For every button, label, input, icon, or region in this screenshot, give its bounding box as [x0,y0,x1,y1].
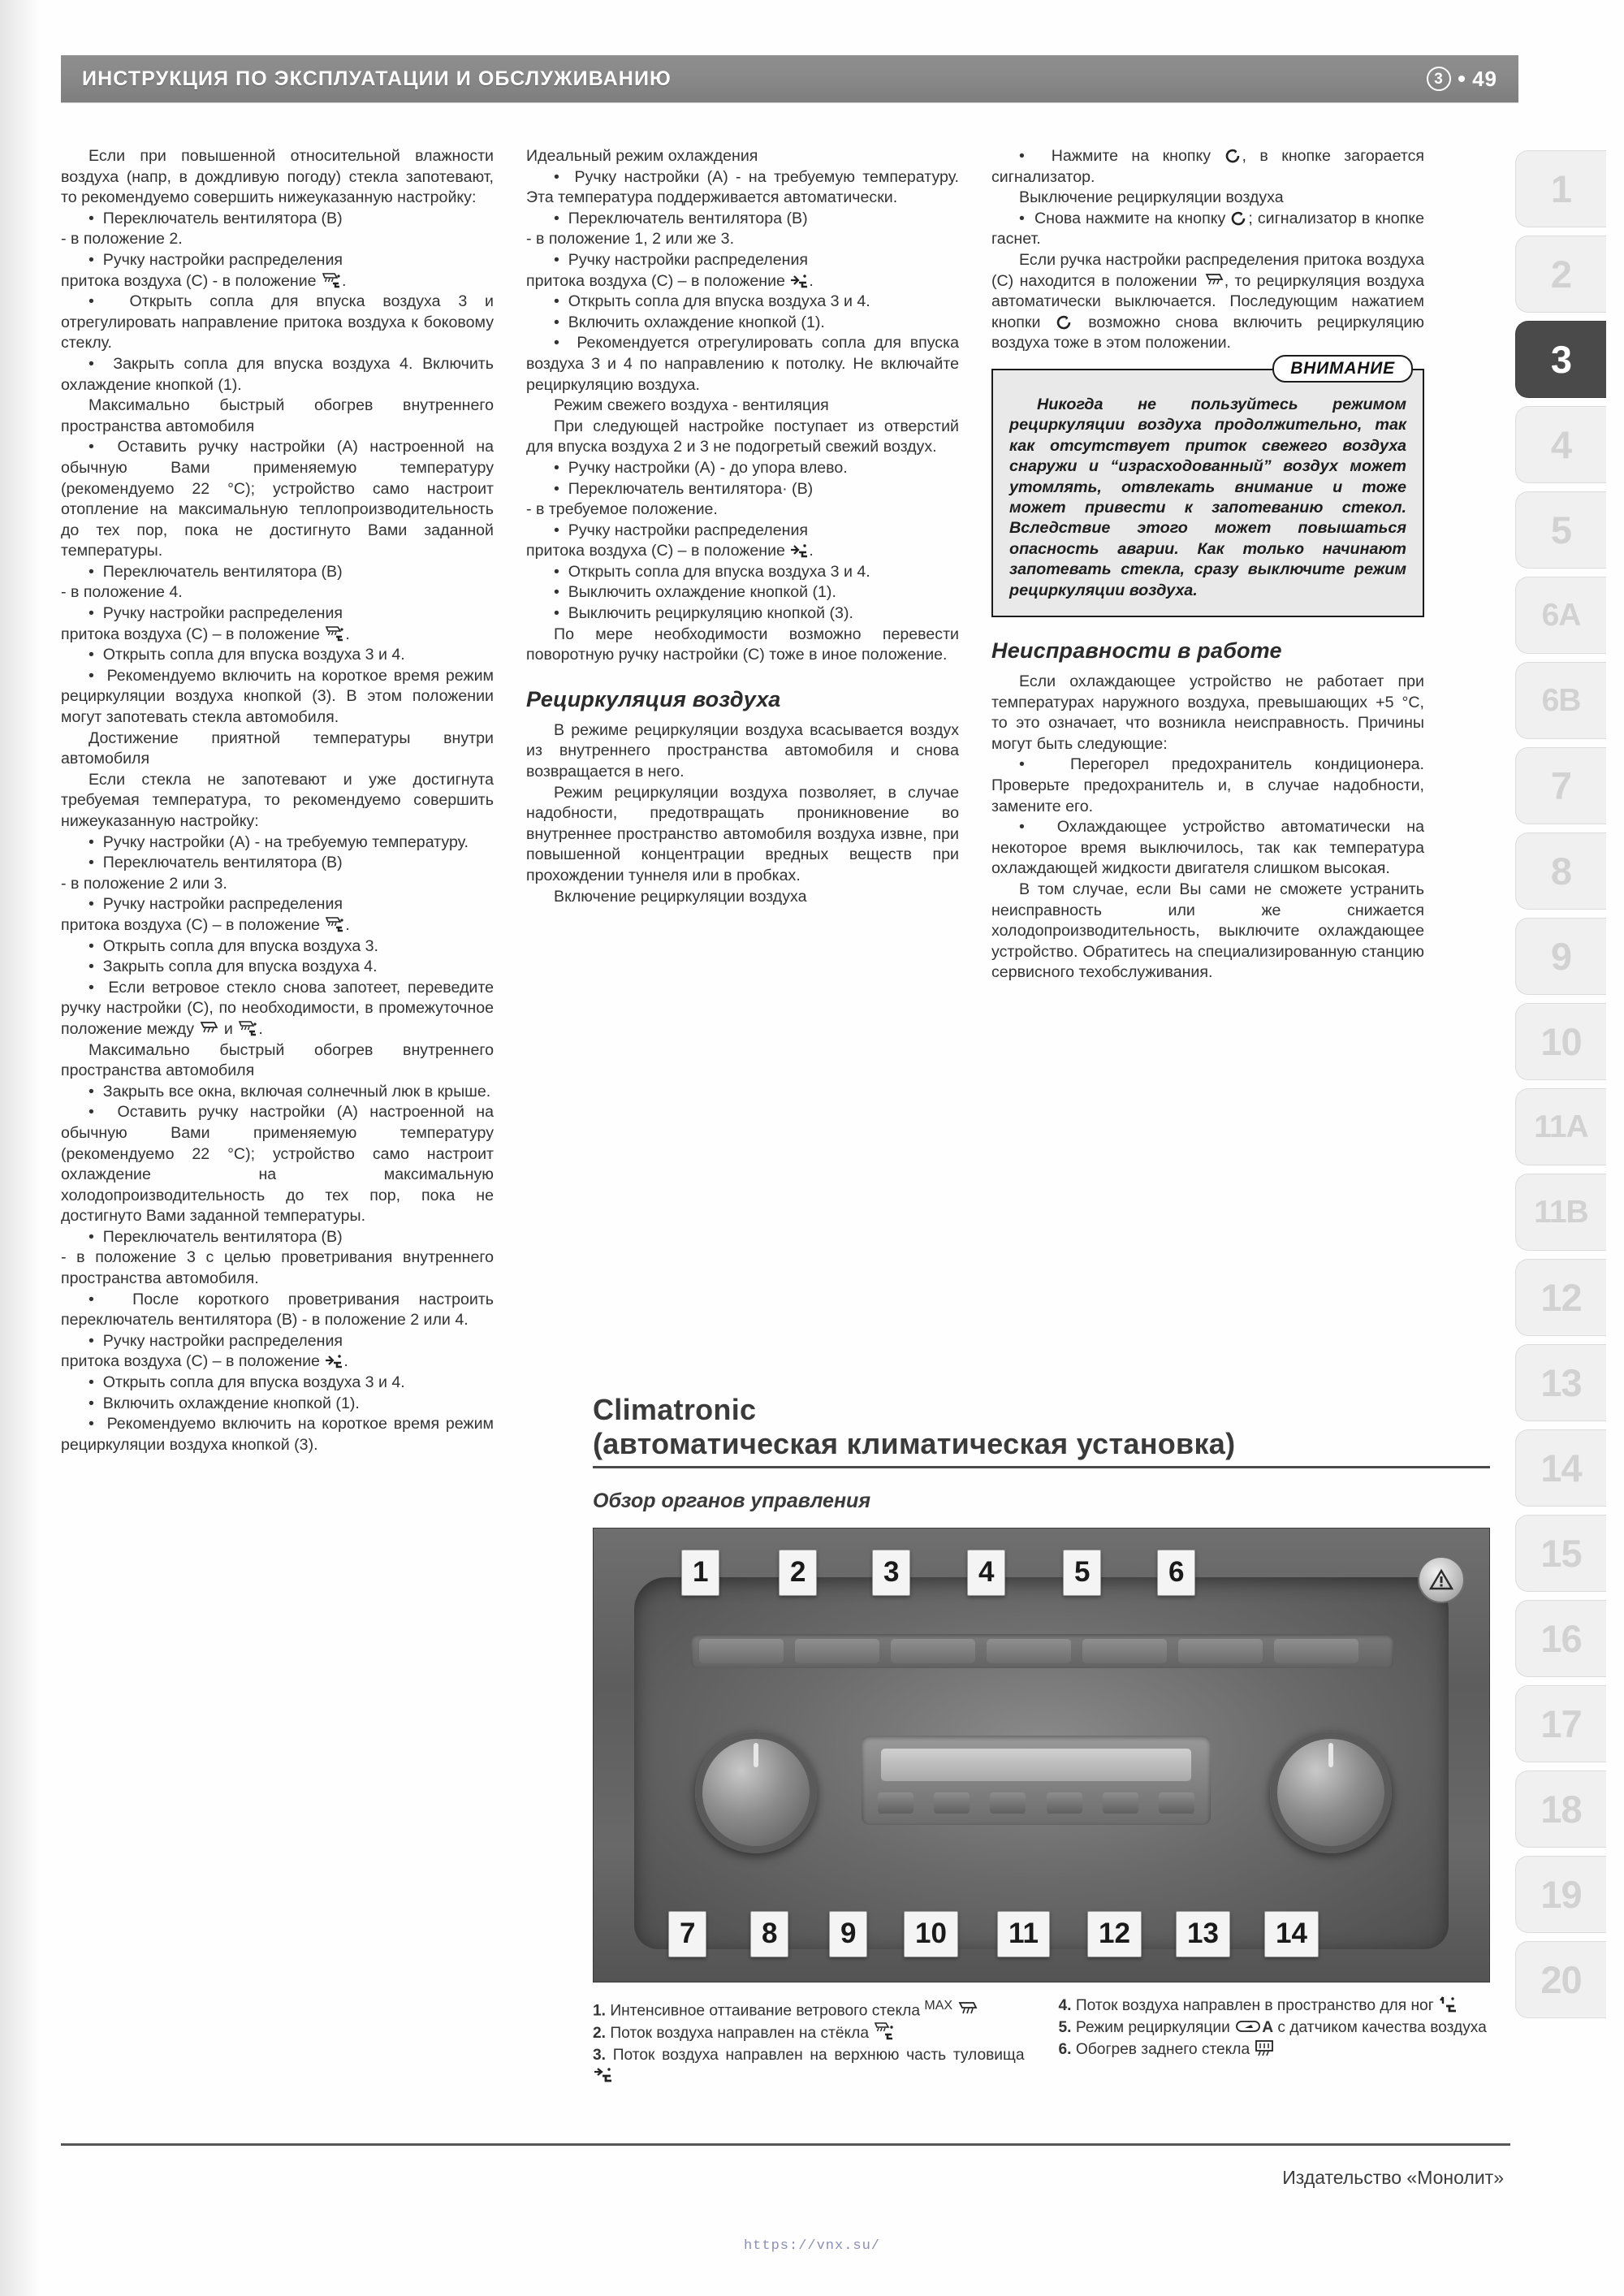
bullet [526,562,959,583]
bullet-text: Открыть сопла для впуска воздуха 3 и 4. [568,562,870,581]
chapter-tab-11a[interactable]: 11A [1515,1088,1606,1165]
caption-text: Поток воздуха направлен в пространство для ног [1075,1997,1434,2014]
defrost-body-icon [237,1020,258,1036]
chapter-tab-19[interactable]: 19 [1515,1856,1606,1933]
bullet [61,853,494,874]
paragraph-text: притока воздуха (C) – в положение [61,625,320,643]
paragraph: Режим рециркуляции воздуха позволяет, в случае надобности, предотвращать проникновение во внутреннее пространство автомобиля воздуха извне, при повышенной концентрации вредных веществ при прохождении туннеля или в пробках. [526,783,959,884]
chapter-tab-6b[interactable]: 6B [1515,662,1606,739]
bullet-text: Открыть сопла для впуска воздуха 3 и 4. [102,646,405,664]
bullet-text: Ручку настройки распределения [568,250,808,269]
column-2 [526,146,959,1455]
bullet-text: Открыть сопла для впуска воздуха 3 и 4. [568,292,870,311]
chapter-tab-13[interactable]: 13 [1515,1344,1606,1421]
callout-4: 4 [967,1550,1005,1596]
caption-number: 6. [1058,2041,1072,2058]
callout-2: 2 [779,1550,817,1596]
chapter-tab-2[interactable]: 2 [1515,236,1606,313]
body-flow-icon [789,543,809,558]
text-columns [61,146,1425,1455]
bullet-text: Открыть сопла для впуска воздуха 3 и 4. [102,1373,405,1392]
bullet [526,292,959,313]
bullet [991,146,1424,188]
chapter-tab-16[interactable]: 16 [1515,1600,1606,1677]
footer-rule [61,2143,1510,2146]
recirculation-arrow-icon [1230,211,1248,226]
bullet-text: Нажмите на кнопку [1051,147,1212,165]
paragraph-text: Если ручка настройки распределения притока воздуха (C) находится в положении [991,250,1424,290]
bullet-text: Выключить рециркуляцию кнопкой (3). [568,604,853,623]
bullet [61,562,494,583]
bullet [61,1414,494,1455]
page-number: 49 [1472,66,1497,91]
caption-number: 2. [593,2025,607,2043]
vent-strip [691,1634,1393,1668]
panel-button[interactable] [934,1792,970,1814]
paragraph: - в положение 1, 2 или же 3. [526,230,735,249]
section-heading-malfunctions: Неисправности в работе [991,638,1282,663]
bullet-text: Ручку настройки распределения [102,604,343,623]
bullet-text: Ручку настройки распределения [568,521,808,539]
chapter-tab-4[interactable]: 4 [1515,406,1606,483]
paragraph: притока воздуха (C) – в положение . [526,271,814,290]
climatronic-subtitle: Обзор органов управления [593,1490,871,1512]
paragraph: притока воздуха (C) - в положение . [61,271,347,290]
bullet [61,894,494,915]
bullet-text: Переключатель вентилятора (B) [102,854,343,872]
climatronic-title-line1: Climatronic [593,1393,757,1426]
bullet [991,755,1424,817]
caption-number: 5. [1058,2019,1072,2036]
bullet-text: Охлаждающее устройство автоматически на некоторое время выключилось, так как температура охлаждающей жидкости двигателя слишком высокая. [991,818,1425,878]
bullet-text-2: и [223,1019,233,1038]
bullet [526,521,959,542]
callout-6: 6 [1157,1550,1195,1596]
panel-button[interactable] [1047,1792,1082,1814]
title-rule [593,1466,1490,1468]
paragraph: притока воздуха (C) – в положение . [61,1352,348,1371]
callout-1: 1 [681,1550,719,1596]
panel-button[interactable] [1159,1792,1194,1814]
chapter-tab-3[interactable]: 3 [1515,321,1606,398]
bullet: • Если ветровое стекло снова запотеет, переведите ручку настройки (C), по необходимости, в промежуточное положение между и . [61,978,494,1040]
paragraph: Максимально быстрый обогрев внутреннего пространства автомобиля [61,396,494,435]
callout-13: 13 [1176,1911,1230,1957]
paragraph: притока воздуха (C) – в положение . [61,625,350,643]
chapter-tab-7[interactable]: 7 [1515,747,1606,824]
paragraph: Режим свежего воздуха - вентиляция [554,396,829,415]
windshield-defrost-icon [198,1020,219,1036]
paragraph-text: притока воздуха (C) – в положение [526,542,785,560]
body-icon [593,2066,614,2082]
chapter-tab-12[interactable]: 12 [1515,1259,1606,1336]
paragraph: В том случае, если Вы сами не сможете устранить неисправность или же снижается холодопроизводительность, выключите охлаждающее устройство. Обратитесь на специализированную станцию сервисного техобслуживания. [991,880,1424,982]
rear-defrost-icon [1254,2039,1275,2056]
paragraph: притока воздуха (C) – в положение . [61,915,350,934]
paragraph: - в положение 4. [61,583,183,602]
paragraph: Достижение приятной температуры внутри автомобиля [61,729,494,768]
bullet [526,333,959,396]
warning-triangle-icon [1418,1556,1465,1603]
callout-14: 14 [1264,1911,1319,1957]
captions-left [593,1995,1025,2087]
bullet [61,832,494,854]
chapter-number: 3 [1427,67,1451,91]
callout-5: 5 [1063,1550,1101,1596]
knob-marker [754,1743,758,1767]
paragraph: При следующей настройке поступает из отверстий для впуска воздуха 2 и 3 не подогретый свежий воздух. [526,417,959,456]
caption-item [1059,2039,1491,2060]
chapter-tab-6a[interactable]: 6A [1515,577,1606,654]
paragraph: Включение рециркуляции воздуха [554,887,807,906]
callout-7: 7 [668,1911,706,1957]
bullet-text: Если ветровое стекло снова запотеет, переведите ручку настройки (C), по необходимости, в промежуточное положение между [61,978,494,1038]
bullet [991,817,1424,880]
bullet [61,1394,494,1415]
bullet-text: Переключатель вентилятора (B) [568,209,808,227]
bullet [526,458,959,479]
bullet [61,209,494,230]
column-3 [991,146,1424,1455]
bullet-text: Открыть сопла для впуска воздуха 3. [102,936,379,955]
chapter-tab-1[interactable]: 1 [1515,150,1606,227]
page-header-title: ИНСТРУКЦИЯ ПО ЭКСПЛУАТАЦИИ И ОБСЛУЖИВАНИЮ [82,67,672,90]
center-control-panel [862,1736,1211,1825]
bullet-text: Ручку настройки (A) - на требуемую температуру. Эта температура поддерживается автоматически. [526,167,959,207]
caption-item [1059,1995,1491,2016]
page-header-bar [61,55,1518,102]
fan-knob[interactable] [1270,1732,1392,1853]
callout-11: 11 [997,1911,1050,1957]
paragraph [991,250,1424,354]
captions-right [1059,1995,1491,2087]
callout-10: 10 [904,1911,958,1957]
bullet [526,209,959,230]
bullet-text: Оставить ручку настройки (A) настроенной на обычную Вами применяемую температуру (рекомендуемо 22 °C); устройство само настроит отопление на максимальную теплопроизводительность до тех пор, пока не достигнуто Вами заданной температуры. [61,438,494,560]
caption-number: 1. [593,2002,607,2020]
warning-label: ВНИМАНИЕ [1272,355,1413,383]
bullet-text: Ручку настройки (A) - до упора влево. [568,458,848,477]
bullet-text: Закрыть сопла для впуска воздуха 4. [102,958,378,976]
paragraph: Если охлаждающее устройство не работает при температурах наружного воздуха, превышающих +5 °C, то это означает, что возникла неисправность. Причины могут быть следующие: [991,672,1424,753]
callout-3: 3 [872,1550,910,1596]
caption-item [593,2022,1025,2043]
caption-text: Поток воздуха направлен на стёкла [610,2025,870,2043]
bullet [61,1227,494,1248]
bullet-text: После короткого проветривания настроить переключатель вентилятора (B) - в положение 2 или 4. [61,1290,495,1330]
bullet [61,1290,494,1331]
climatronic-title-line2: (автоматическая климатическая установка) [593,1427,1236,1460]
bullet-text: Оставить ручку настройки (A) настроенной на обычную Вами применяемую температуру (рекомендуемо 22 °C); устройство само настроит охлаждение на максимальную холодопроизводительность до тех пор, пока не достигнуто Вами заданной температуры. [61,1103,494,1226]
defrost-body-icon [324,625,345,642]
chapter-tab-20[interactable]: 20 [1515,1941,1606,2018]
paragraph: В режиме рециркуляции воздуха всасывается воздух из внутреннего пространства автомобиля и снова возвращается в него. [526,720,959,781]
bullet [526,479,959,500]
caption-sup: MAX [924,1999,953,2013]
lcd-display [881,1749,1191,1781]
body-flow-icon [324,1353,343,1369]
paragraph: Если при повышенной относительной влажности воздуха (напр, в дождливую погоду) стекла запотевают, то рекомендуемо совершить нижеуказанную настройку: [61,147,494,207]
bullet [61,666,494,729]
chapter-tab-14[interactable]: 14 [1515,1429,1606,1507]
caption-item [593,2045,1025,2086]
bullet-text: Переключатель вентилятора· (B) [568,479,814,498]
defrost-icon [957,2000,979,2017]
bullet-text-2: , в кнопке загорается сигнализатор. [991,147,1424,186]
page-edge-shadow [0,0,39,2296]
defrost-body-icon [324,916,345,932]
panel-button[interactable] [878,1792,914,1814]
bullet [991,209,1424,250]
bullet-text: Переключатель вентилятора (B) [102,562,343,581]
bullet [61,1373,494,1394]
bullet-text: Рекомендуемо включить на короткое время режим рециркуляции воздуха кнопкой (3). [61,1415,494,1454]
publisher-name: Издательство «Монолит» [1282,2167,1504,2188]
panel-button-row [878,1789,1194,1817]
section-heading-recirculation: Рециркуляция воздуха [526,686,781,711]
chapter-tab-11b[interactable]: 11B [1515,1174,1606,1251]
paragraph-text: притока воздуха (C) – в положение [61,1352,320,1371]
paragraph: Выключение рециркуляции воздуха [1019,188,1284,207]
paragraph-text: притока воздуха (C) - в положение [61,271,317,290]
chapter-tab-15[interactable]: 15 [1515,1515,1606,1592]
bullet [61,603,494,625]
windshield-defrost-icon [1203,272,1224,288]
caption-text: Режим рециркуляции [1075,2019,1230,2036]
caption-text-2: с датчиком качества воздуха [1277,2019,1487,2036]
bullet-text: Включить охлаждение кнопкой (1). [568,313,825,331]
paragraph: - в положение 3 с целью проветривания внутреннего пространства автомобиля. [61,1248,494,1288]
climatronic-title [593,1393,1490,1461]
chapter-tab-9[interactable]: 9 [1515,918,1606,995]
bullet [61,1331,494,1352]
bullet-text: Выключить охлаждение кнопкой (1). [568,583,836,602]
bullet-text: Переключатель вентилятора (B) [102,209,343,227]
paragraph: По мере необходимости возможно перевести поворотную ручку настройки (C) тоже в иное положение. [526,625,959,664]
bullet [61,1082,494,1103]
chapter-tab-10[interactable]: 10 [1515,1003,1606,1080]
paragraph: притока воздуха (C) – в положение . [526,542,814,560]
bullet-text: Ручку настройки распределения [102,250,343,269]
bullet [526,313,959,334]
bullet [526,250,959,271]
page-header-folio [1427,67,1497,92]
callout-9: 9 [829,1911,867,1957]
caption-number: 3. [593,2047,607,2065]
caption-text: Интенсивное оттаивание ветрового стекла [610,2002,921,2020]
callout-captions [593,1995,1490,2087]
bullet-text: Включить охлаждение кнопкой (1). [102,1394,360,1412]
temperature-knob[interactable] [695,1732,817,1853]
caption-item [593,1995,1025,2021]
knob-marker [1328,1743,1333,1767]
bullet [61,936,494,958]
panel-button[interactable] [1103,1792,1138,1814]
bullet-text: Перегорел предохранитель кондиционера. Проверьте предохранитель и, в случае надобности, замените его. [991,755,1424,815]
caption-text: Обогрев заднего стекла [1075,2041,1250,2058]
bullet [61,292,494,354]
climatronic-panel-photo [593,1528,1490,1983]
paragraph: - в требуемое положение. [526,500,718,519]
caption-item [1059,2017,1491,2038]
bullet-text: Закрыть все окна, включая солнечный люк в крыше. [102,1082,491,1100]
bullet [61,437,494,562]
windshield-body-icon [873,2022,896,2040]
paragraph: Идеальный режим охлаждения [526,147,758,165]
recirculation-badge: A [1262,2019,1274,2036]
bullet [61,1102,494,1227]
recirculation-icon [1234,2018,1262,2034]
bullet-text: Открыть сопла для впуска воздуха 3 и отрегулировать направление притока воздуха к боковому стеклу. [61,292,495,352]
panel-button[interactable] [990,1792,1026,1814]
bullet-text: Рекомендуемо включить на короткое время режим рециркуляции воздуха кнопкой (3). В этом положении могут запотевать стекла автомобиля. [61,666,494,727]
chapter-tab-8[interactable]: 8 [1515,832,1606,910]
paragraph-text: притока воздуха (C) – в положение [61,915,320,934]
bullet-text-2: ; сигнализатор в кнопке гаснет. [991,209,1424,249]
chapter-tab-18[interactable]: 18 [1515,1771,1606,1848]
bullet [526,167,959,209]
paragraph-text-2: , то рециркуляция воздуха автоматически выключается. Последующим нажатием кнопки [991,271,1424,331]
caption-number: 4. [1058,1997,1072,2014]
chapter-tab-17[interactable]: 17 [1515,1685,1606,1762]
body-flow-icon [789,273,809,288]
column-1 [61,146,494,1455]
warning-text: Никогда не пользуйтесь режимом рециркуляции воздуха продолжительно, так как отсутствует приток свежего воздуха снаружи и “израсходованный” воздух может утомлять, отвлекать внимание и тоже может привести к запотеванию стекол. Вследствие этого может повышаться опасность аварии. Как только начинают запотевать стекла, сразу выключите режим рециркуляции воздуха. [1009,395,1406,599]
bullet-text: Ручку настройки распределения [102,895,343,914]
caption-text: Поток воздуха направлен на верхнюю часть туловища [612,2047,1025,2065]
chapter-tab-strip [1515,150,1606,2018]
bullet [526,603,959,625]
folio-separator-dot [1458,76,1465,82]
callout-8: 8 [750,1911,788,1957]
bullet-text: Закрыть сопла для впуска воздуха 4. Включить охлаждение кнопкой (1). [61,354,494,394]
paragraph: Если стекла не запотевают и уже достигнута требуемая температура, то рекомендуемо совершить нижеуказанную настройку: [61,770,494,830]
bullet-text: Ручку настройки (A) - на требуемую температуру. [102,832,469,851]
recirculation-arrow-icon [1056,315,1073,330]
paragraph: - в положение 2. [61,230,183,249]
bullet [526,582,959,603]
source-url: https://vnx.su/ [743,2238,881,2254]
paragraph: - в положение 2 или 3. [61,874,227,893]
paragraph: Максимально быстрый обогрев внутреннего пространства автомобиля [61,1040,494,1080]
bullet-text: Переключатель вентилятора (B) [102,1227,343,1246]
paragraph-text: притока воздуха (C) – в положение [526,271,785,290]
bullet [61,354,494,396]
callout-12: 12 [1087,1911,1142,1957]
bullet [61,957,494,978]
warning-box [991,358,1424,617]
footwell-icon [1438,1995,1459,2013]
bullet [61,645,494,666]
climatronic-section [593,1393,1490,2087]
bullet-text: Рекомендуется отрегулировать сопла для впуска воздуха 3 и 4 по направлению к потолку. Не включайте рециркуляцию воздуха. [526,334,959,394]
defrost-body-icon [321,272,342,288]
chapter-tab-5[interactable]: 5 [1515,491,1606,569]
bullet [61,250,494,271]
recirculation-arrow-icon [1224,149,1242,163]
bullet-text: Ручку настройки распределения [102,1331,343,1350]
paragraph-text-3: возможно снова включить рециркуляцию воздуха тоже в этом положении. [991,313,1424,352]
bullet-text: Снова нажмите на кнопку [1034,209,1226,227]
